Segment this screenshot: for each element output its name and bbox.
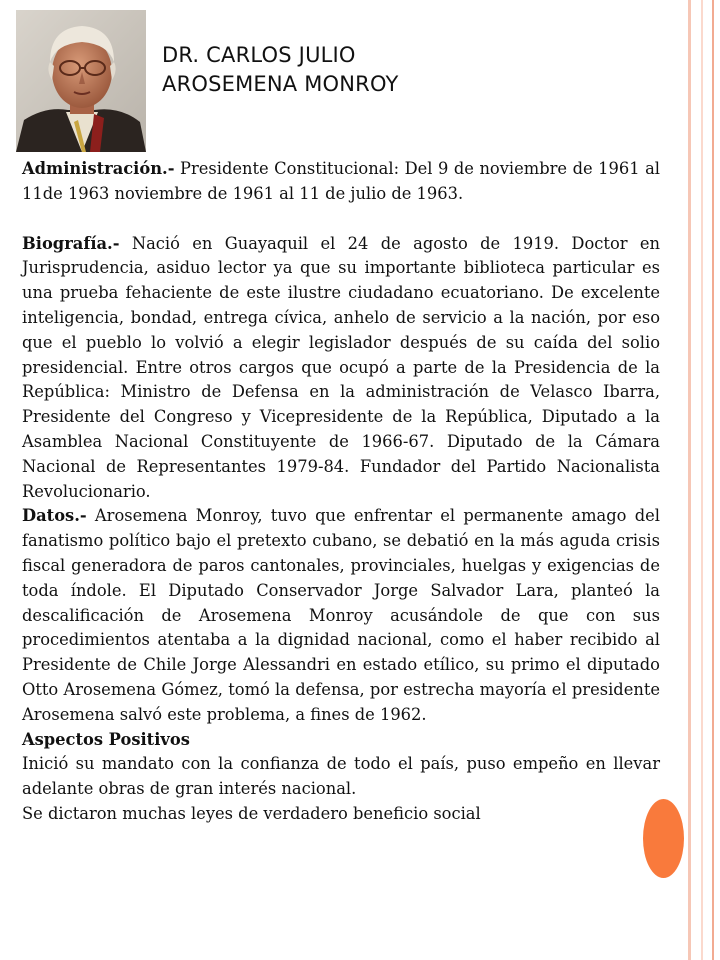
paragraph-biografia xyxy=(22,232,660,505)
portrait-photo xyxy=(16,10,146,152)
label-datos: Datos.- xyxy=(22,506,87,526)
label-administracion: Administración.- xyxy=(22,159,175,178)
aspectos-heading-text: Aspectos Positivos xyxy=(22,729,190,749)
body-text xyxy=(22,157,660,827)
decorative-rail xyxy=(712,0,714,960)
heading-aspectos xyxy=(22,728,660,753)
decorative-rail xyxy=(688,0,691,960)
text-administracion: Presidente Constitucional: Del 9 de noviembre de 1961 al 11de 1963 noviembre de 1961 al 11 de julio de 1963. xyxy=(22,159,660,203)
aspectos-line: Se dictaron muchas leyes de verdadero beneficio social xyxy=(22,803,481,823)
aspectos-line: Inició su mandato con la confianza de todo el país, puso empeño en llevar adelante obras de gran interés nacional. xyxy=(22,754,660,799)
page-title xyxy=(162,41,542,99)
title-line: AROSEMENA MONROY xyxy=(162,72,399,96)
paragraph-administracion xyxy=(22,157,660,207)
portrait-image xyxy=(16,10,146,152)
text-biografia: Nació en Guayaquil el 24 de agosto de 1919. Doctor en Jurisprudencia, asiduo lector ya que su importante biblioteca particular es una prueba fehaciente de este ilustre ciudadano ecuatoriano. De excelente inteligencia, bondad, entrega cívica, anhelo de servicio a la nación, por eso que el pueblo lo volvió a elegir legislador después de su caída del solio presidencial. Entre otros cargos que ocupó a parte de la Presidencia de la República: Ministro de Defensa en la administración de Velasco Ibarra, Presidente del Congreso y Vicepresidente de la República, Diputado a la Asamblea Nacional Constituyente de 1966-67. Diputado de la Cámara Nacional de Representantes 1979-84. Fundador del Partido Nacionalista Revolucionario. xyxy=(22,233,660,501)
paragraph-datos xyxy=(22,504,660,727)
title-line: DR. CARLOS JULIO xyxy=(162,43,356,67)
decorative-rail xyxy=(701,0,703,960)
label-biografia: Biografía.- xyxy=(22,233,120,253)
text-datos: Arosemena Monroy, tuvo que enfrentar el permanente amago del fanatismo político bajo el pretexto cubano, se debatió en la más aguda crisis fiscal generadora de paros cantonales, provinciales, huelgas y exigencias de toda índole. El Diputado Conservador Jorge Salvador Lara, planteó la descalificación de Arosemena Monroy acusándole de que con sus procedimientos atentaba a la dignidad nacional, como el haber recibido al Presidente de Chile Jorge Alessandri en estado etílico, su primo el diputado Otto Arosemena Gómez, tomó la defensa, por estrecha mayoría el presidente Arosemena salvó este problema, a fines de 1962. xyxy=(22,506,660,724)
spacer xyxy=(22,207,660,232)
